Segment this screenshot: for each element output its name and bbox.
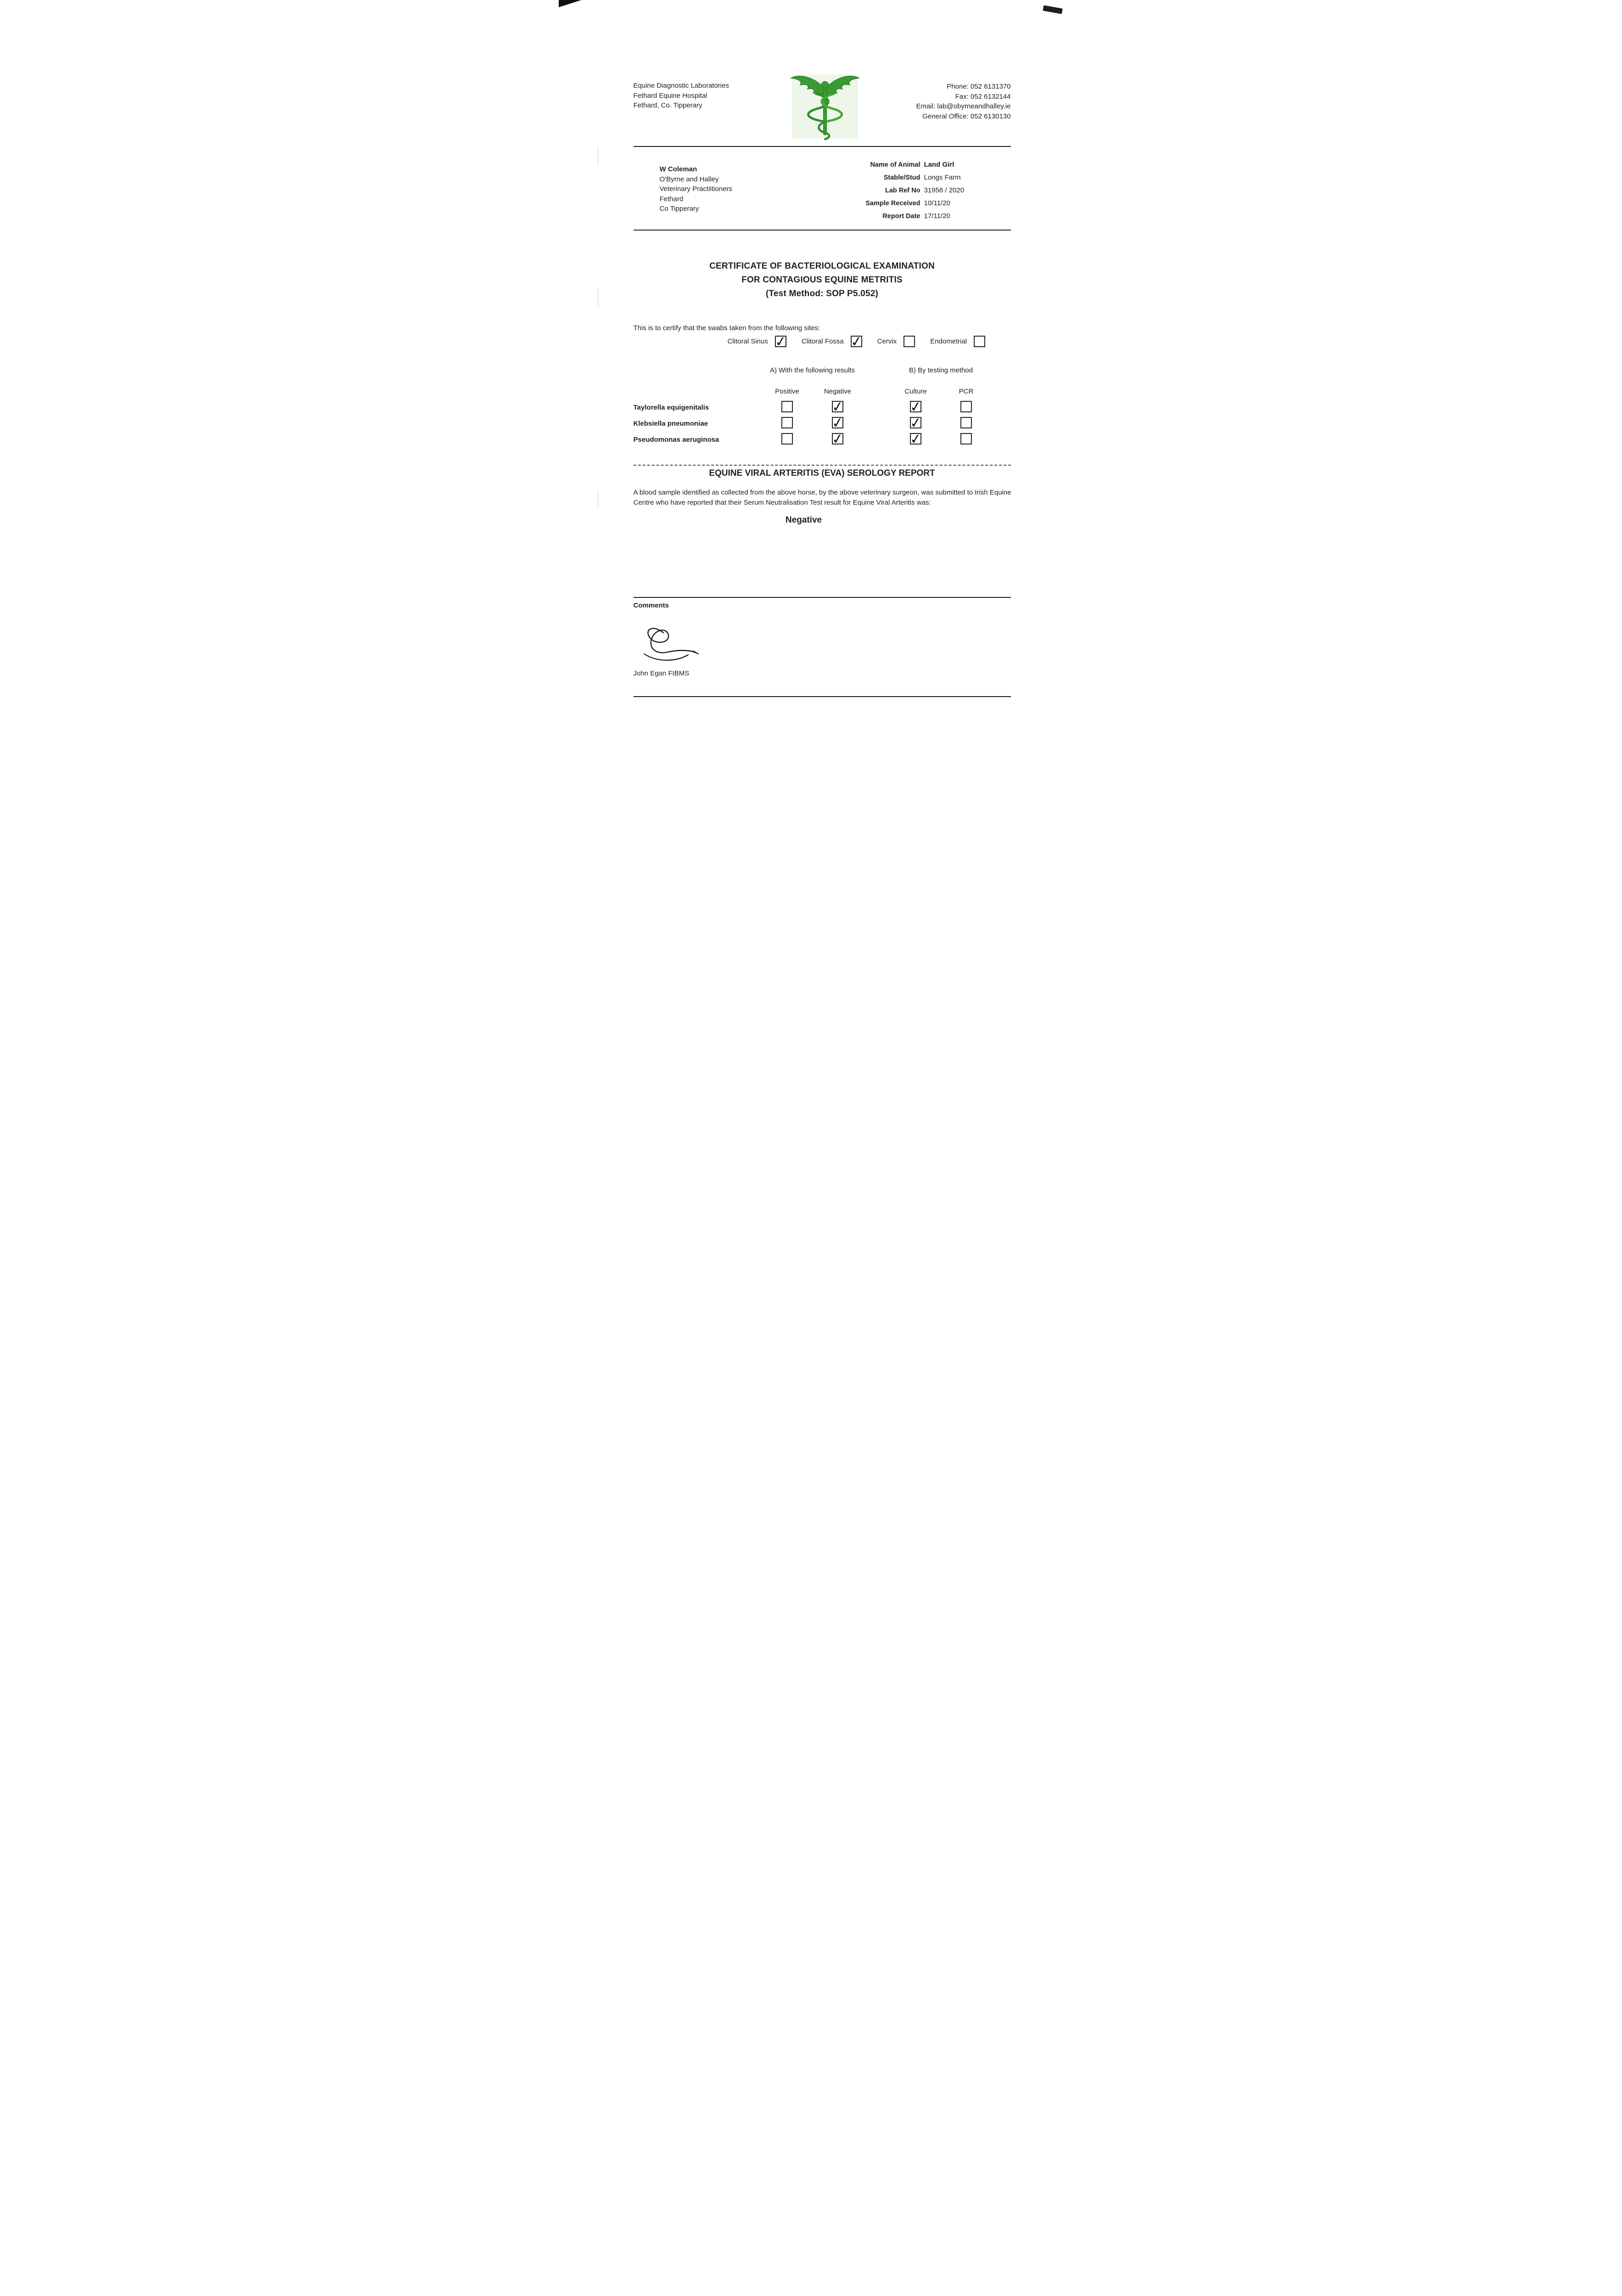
checkbox-endometrial	[974, 336, 985, 347]
signatory-name: John Egan FIBMS	[633, 670, 690, 677]
checkbox-pseudomonas-pcr	[960, 433, 972, 445]
checkbox-klebsiella-positive	[781, 417, 793, 428]
checkbox-klebsiella-negative	[831, 414, 845, 432]
detail-row	[853, 186, 965, 199]
organism-name: Taylorella equigenitalis	[633, 404, 709, 411]
sample-received-value: 10/11/20	[924, 199, 950, 207]
lab-address-line: Fethard Equine Hospital	[633, 91, 707, 100]
sample-details-block	[853, 161, 965, 225]
site-label: Endometrial	[930, 338, 967, 345]
site-endometrial	[930, 336, 985, 347]
addressee-block	[660, 164, 732, 214]
addressee-line: Veterinary Practiitioners	[659, 185, 732, 193]
checkmark-icon: ✓	[774, 333, 787, 351]
animal-name-value: Land Girl	[924, 161, 954, 169]
checkbox-clitoral-sinus	[774, 333, 787, 351]
checkmark-icon: ✓	[909, 414, 923, 432]
column-header-negative: Negative	[824, 387, 852, 395]
general-office-line: General Office: 052 6130130	[922, 112, 1011, 120]
eva-report-body: A blood sample identified as collected from the above horse, by the above veterinary surgeon, was submitted to Irish Equine Centre who have reported that their Serum Neutralisation Test result for Equine Viral Arteritis was:	[633, 489, 1011, 506]
checkmark-icon: ✓	[849, 333, 863, 351]
detail-row	[853, 161, 965, 174]
checkbox-klebsiella-culture	[909, 414, 923, 432]
checkbox-taylorella-negative	[831, 398, 845, 416]
fax-line: Fax: 052 6132144	[955, 92, 1011, 101]
addressee-line: Co Tipperary	[659, 205, 699, 213]
detail-row	[853, 199, 965, 212]
detail-row	[853, 174, 965, 186]
eva-section-divider	[634, 465, 1011, 466]
checkbox-pseudomonas-negative	[831, 430, 845, 448]
lab-address-line: Equine Diagnostic Laboratories	[633, 82, 729, 90]
site-clitoral-fossa	[801, 333, 863, 351]
eva-report-title: EQUINE VIRAL ARTERITIS (EVA) SEROLOGY REPORT	[709, 468, 935, 478]
detail-label: Lab Ref No	[885, 187, 920, 194]
checkbox-taylorella-pcr	[960, 401, 972, 412]
checkmark-icon: ✓	[831, 430, 845, 448]
column-header-culture: Culture	[904, 387, 927, 395]
swab-sites-row	[727, 333, 1001, 351]
lab-ref-value: 31956 / 2020	[924, 186, 965, 194]
checkmark-icon: ✓	[909, 398, 923, 416]
organism-name: Klebsiella pneumoniae	[633, 420, 708, 428]
detail-row	[853, 212, 965, 225]
checkbox-taylorella-positive	[781, 401, 793, 412]
checkbox-klebsiella-pcr	[960, 417, 972, 428]
site-label: Clitoral Fossa	[801, 338, 844, 345]
comments-divider	[634, 597, 1011, 598]
column-header-pcr: PCR	[959, 387, 974, 395]
scan-artifact-top-right	[1043, 5, 1062, 14]
email-line: Email: lab@obyrneandhalley.ie	[916, 102, 1011, 110]
contact-block	[916, 82, 1011, 121]
stable-stud-value: Longs Farm	[924, 174, 961, 181]
certificate-title-line: FOR CONTAGIOUS EQUINE METRITIS	[741, 275, 903, 285]
eva-result: Negative	[785, 515, 822, 525]
report-date-value: 17/11/20	[924, 212, 950, 220]
detail-label: Report Date	[882, 213, 920, 220]
header-divider	[634, 146, 1011, 147]
checkbox-pseudomonas-positive	[781, 433, 793, 445]
checkbox-pseudomonas-culture	[909, 430, 923, 448]
checkmark-icon: ✓	[831, 414, 845, 432]
certify-intro-text: This is to certify that the swabs taken from the following sites:	[633, 324, 820, 332]
signature-image	[637, 624, 703, 666]
site-cervix	[877, 336, 915, 347]
organism-name: Pseudomonas aeruginosa	[633, 436, 719, 444]
comments-label: Comments	[633, 602, 669, 609]
results-heading: A) With the following results	[769, 366, 855, 374]
certificate-title	[634, 259, 1011, 301]
results-table	[634, 366, 1011, 448]
site-clitoral-sinus	[727, 333, 787, 351]
lab-address-line: Fethard, Co. Tipperary	[633, 101, 702, 109]
details-divider	[634, 230, 1011, 231]
checkbox-taylorella-culture	[909, 398, 923, 416]
detail-label: Stable/Stud	[883, 174, 920, 181]
certificate-title-line: CERTIFICATE OF BACTERIOLOGICAL EXAMINATION	[709, 261, 935, 271]
checkmark-icon: ✓	[909, 430, 923, 448]
addressee-line: O'Byrne and Halley	[659, 175, 719, 183]
site-label: Clitoral Sinus	[727, 338, 768, 345]
scan-artifact-top-left	[559, 0, 582, 7]
addressee-name: W Coleman	[659, 165, 697, 173]
method-heading: B) By testing method	[909, 366, 973, 374]
addressee-line: Fethard	[659, 195, 684, 203]
site-label: Cervix	[877, 338, 897, 345]
certificate-title-line: (Test Method: SOP P5.052)	[765, 289, 878, 298]
checkbox-cervix	[904, 336, 915, 347]
column-header-positive: Positive	[775, 387, 799, 395]
checkbox-clitoral-fossa	[849, 333, 863, 351]
bottom-divider	[634, 696, 1011, 697]
scanned-certificate-page	[559, 0, 1064, 715]
caduceus-logo-icon	[788, 73, 862, 141]
detail-label: Name of Animal	[870, 161, 920, 169]
detail-label: Sample Received	[865, 200, 920, 207]
phone-line: Phone: 052 6131370	[947, 83, 1011, 90]
lab-address-block	[634, 81, 729, 111]
checkmark-icon: ✓	[831, 398, 845, 416]
